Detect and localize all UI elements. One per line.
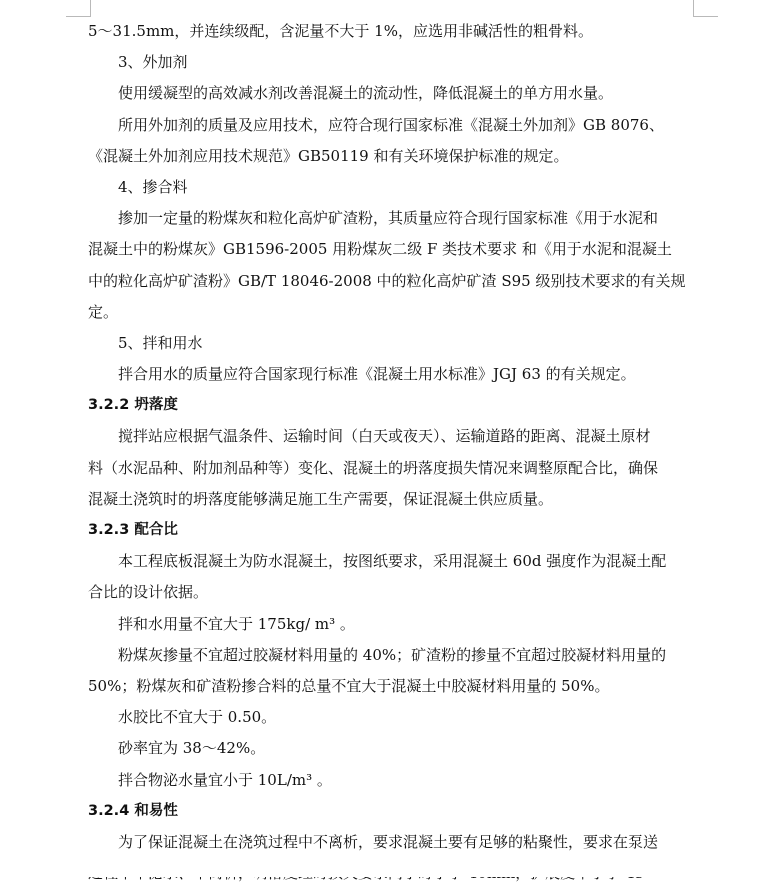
text-line: 掺加一定量的粉煤灰和粒化高炉矿渣粉，其质量应符合现行国家标准《用于水泥和 <box>118 209 659 228</box>
text-line: 砂率宜为 38～42%。 <box>118 739 266 758</box>
text-line: 搅拌站应根据气温条件、运输时间（白天或夜天）、运输道路的距离、混凝土原材 <box>118 427 651 446</box>
text-line: 合比的设计依据。 <box>88 583 209 602</box>
page-corner-mark-right <box>693 0 718 17</box>
text-line: 拌和水用量不宜大于 175kg/ m³ 。 <box>118 614 355 633</box>
text-line: 料（水泥品种、附加剂品种等）变化、混凝土的坍落度损失情况来调整原配合比，确保 <box>88 458 659 477</box>
section-heading: 3.2.2 坍落度 <box>88 397 178 414</box>
text-line: 3、外加剂 <box>118 53 188 72</box>
text-line: 定。 <box>88 302 119 321</box>
text-line: 所用外加剂的质量及应用技术，应符合现行国家标准《混凝土外加剂》GB 8076、 <box>118 115 664 134</box>
text-line: 本工程底板混凝土为防水混凝土，按图纸要求，采用混凝土 60d 强度作为混凝土配 <box>118 552 667 571</box>
text-line: 为了保证混凝土在浇筑过程中不离析，要求混凝土要有足够的粘聚性，要求在泵送 <box>118 832 659 851</box>
text-line: 粉煤灰掺量不宜超过胶凝材料用量的 40%；矿渣粉的掺量不宜超过胶凝材料用量的 <box>118 645 667 664</box>
text-line: 使用缓凝型的高效减水剂改善混凝土的流动性，降低混凝土的单方用水量。 <box>118 84 614 103</box>
document-body <box>88 16 696 889</box>
section-heading: 3.2.4 和易性 <box>88 802 178 819</box>
text-line: 混凝土浇筑时的坍落度能够满足施工生产需要，保证混凝土供应质量。 <box>88 489 554 508</box>
text-line: 混凝土中的粉煤灰》GB1596-2005 用粉煤灰二级 F 类技术要求 和《用于水泥和混凝土 <box>88 240 672 259</box>
page-bottom-edge <box>0 862 784 877</box>
text-line: 5～31.5mm，并连续级配，含泥量不大于 1%，应选用非碱活性的粗骨料。 <box>88 22 593 40</box>
text-line: 5、拌和用水 <box>118 333 203 352</box>
page-corner-mark-left <box>66 0 91 17</box>
section-heading: 3.2.3 配合比 <box>88 522 178 538</box>
text-line: 拌合物泌水量宜小于 10L/m³ 。 <box>118 770 332 789</box>
text-line: 水胶比不宜大于 0.50。 <box>118 708 277 727</box>
text-line: 4、掺合料 <box>118 177 188 196</box>
text-line: 《混凝土外加剂应用技术规范》GB50119 和有关环境保护标准的规定。 <box>88 146 569 165</box>
text-line: 中的粒化高炉矿渣粉》GB/T 18046-2008 中的粒化高炉矿渣 S95 级别技术要求的有关规 <box>88 271 686 290</box>
text-line: 50%；粉煤灰和矿渣粉掺合料的总量不宜大于混凝土中胶凝材料用量的 50%。 <box>88 676 610 695</box>
text-line: 拌合用水的质量应符合国家现行标准《混凝土用水标准》JGJ 63 的有关规定。 <box>118 365 636 384</box>
